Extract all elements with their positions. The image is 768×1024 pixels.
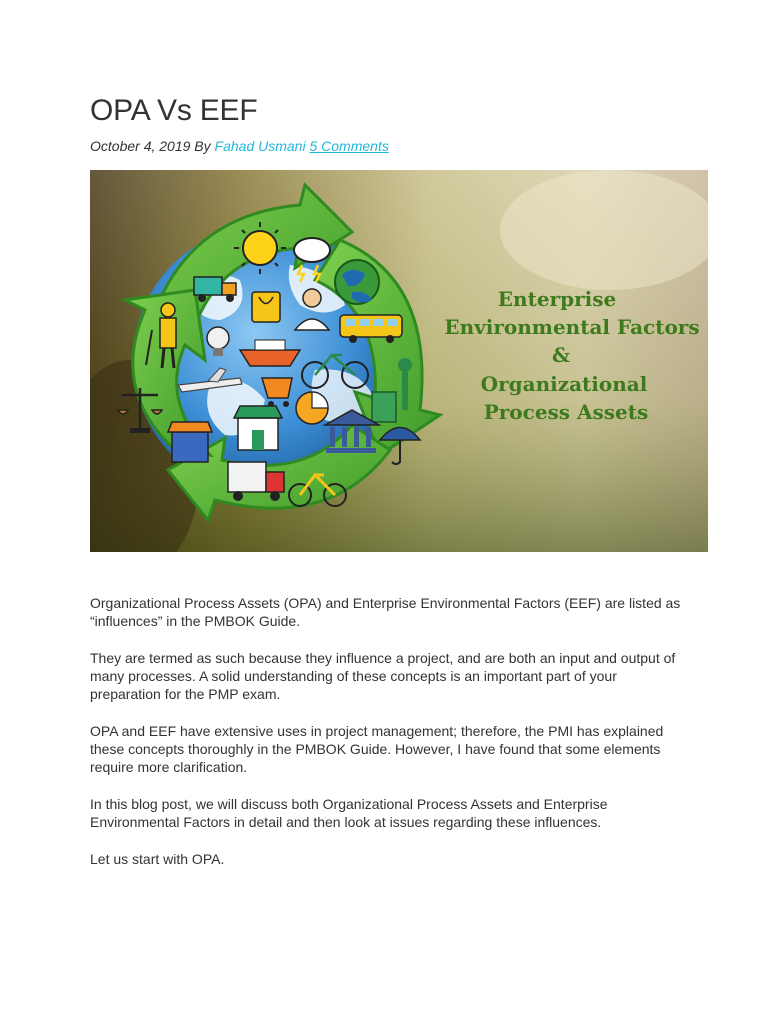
caption-line-1: Enterprise <box>497 287 617 311</box>
blog-article <box>90 92 708 867</box>
comments-link[interactable]: 5 Comments <box>309 138 389 154</box>
caption-line-5: Process Assets <box>483 400 649 424</box>
caption-line-4: Organizational <box>480 372 648 396</box>
shopping-bag-icon <box>252 292 280 322</box>
globe-icon <box>335 260 379 304</box>
post-title: OPA Vs EEF <box>90 94 258 127</box>
store-icon <box>234 406 282 450</box>
paragraph-3: OPA and EEF have extensive uses in project management; therefore, the PMI has explained these concepts thoroughly in the PMBOK Guide. However, I have found that some elements require more clarification. <box>90 723 664 775</box>
post-content <box>90 594 690 887</box>
byline-label: By <box>194 138 211 154</box>
shop-icon <box>168 422 212 462</box>
post-date: October 4, 2019 <box>90 138 191 154</box>
pie-chart-icon <box>296 392 328 424</box>
paragraph-1: Organizational Process Assets (OPA) and Enterprise Environmental Factors (EEF) are listed as “influences” in the PMBOK Guide. <box>90 595 681 629</box>
paragraph-5: Let us start with OPA. <box>90 851 225 867</box>
author-link[interactable]: Fahad Usmani <box>214 138 306 154</box>
featured-image-graphic <box>90 170 708 552</box>
paragraph-2: They are termed as such because they influence a project, and are both an input and output of many processes. A solid understanding of these concepts is an important part of your preparation for the PMP exam. <box>90 650 676 702</box>
post-meta <box>90 137 708 155</box>
caption-line-2: Environmental Factors <box>444 315 700 339</box>
featured-image <box>90 170 708 552</box>
caption-line-3: & <box>551 343 571 367</box>
paragraph-4: In this blog post, we will discuss both Organizational Process Assets and Enterprise Environmental Factors in detail and then look at issues regarding these influences. <box>90 796 608 830</box>
